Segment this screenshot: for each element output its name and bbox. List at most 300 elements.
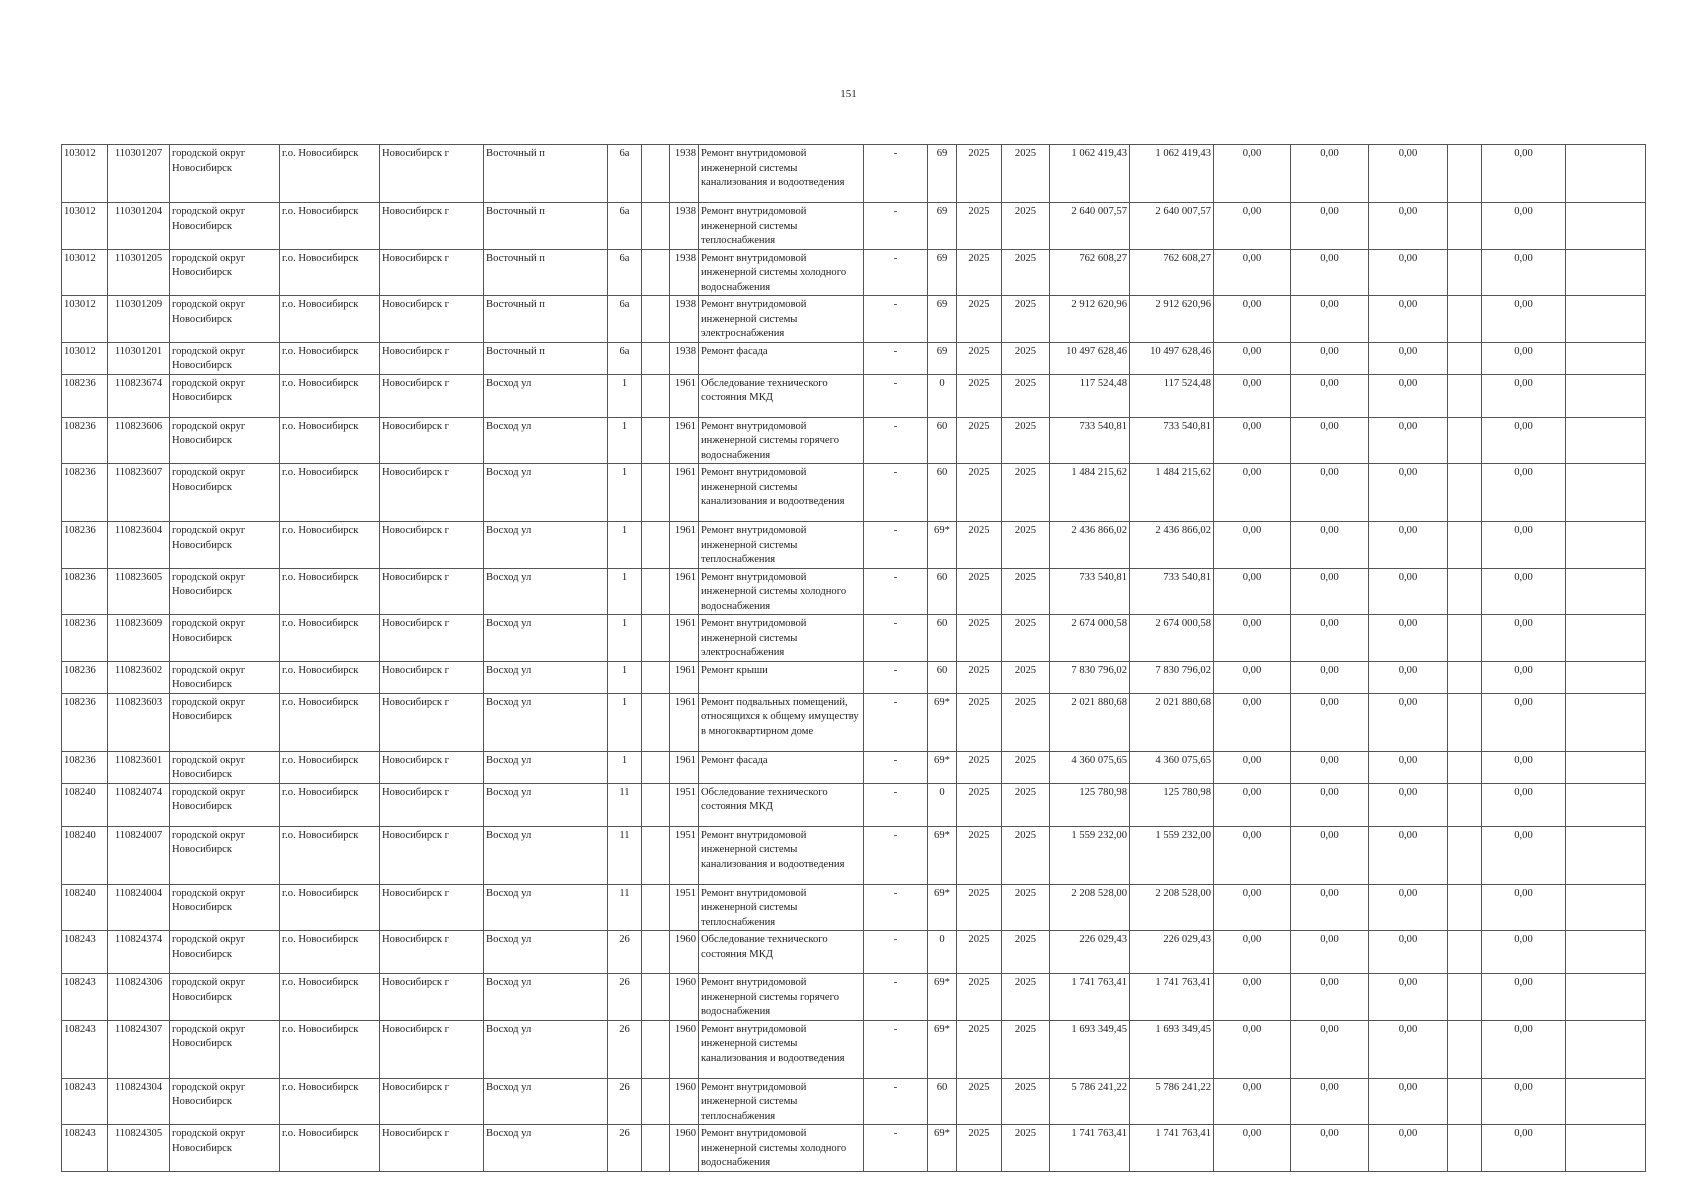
- cell-settlement: Новосибирск г: [380, 145, 484, 203]
- cell-rate: 0: [928, 783, 957, 826]
- table-row: [62, 296, 1646, 343]
- cell-house: 6а: [608, 296, 642, 343]
- cell-street: Восход ул: [484, 661, 608, 693]
- cell-cost-budget-1: 0,00: [1214, 249, 1291, 296]
- works-table: [61, 144, 1646, 1172]
- cell-district: г.о. Новосибирск: [280, 1020, 380, 1078]
- cell-municipality: городской округ Новосибирск: [170, 522, 280, 569]
- cell-year: 1951: [670, 826, 699, 884]
- cell-cost-owners: 0,00: [1482, 615, 1566, 662]
- cell-id: 108243: [62, 1125, 108, 1172]
- cell-municipality: городской округ Новосибирск: [170, 1078, 280, 1125]
- cell-id: 108236: [62, 568, 108, 615]
- cell-cost-total: 762 608,27: [1050, 249, 1130, 296]
- cell-house: 1: [608, 615, 642, 662]
- cell-id: 108243: [62, 974, 108, 1021]
- cell-rate: 60: [928, 615, 957, 662]
- cell-housing: [642, 884, 670, 931]
- cell-municipality: городской округ Новосибирск: [170, 693, 280, 751]
- cell-work-type: Обследование технического состояния МКД: [699, 374, 864, 417]
- cell-cost-budget-3: 0,00: [1369, 661, 1448, 693]
- table-row: [62, 145, 1646, 203]
- cell-district: г.о. Новосибирск: [280, 296, 380, 343]
- cell-street: Восход ул: [484, 783, 608, 826]
- cell-cost-budget-3: 0,00: [1369, 1078, 1448, 1125]
- cell-empty-a: [1448, 417, 1482, 464]
- cell-cost-fund: 2 674 000,58: [1130, 615, 1214, 662]
- cell-code: 110823601: [108, 751, 170, 783]
- cell-cost-owners: 0,00: [1482, 661, 1566, 693]
- cell-cost-total: 10 497 628,46: [1050, 342, 1130, 374]
- cell-cost-budget-1: 0,00: [1214, 783, 1291, 826]
- cell-id: 103012: [62, 203, 108, 250]
- cell-year-start: 2025: [957, 296, 1002, 343]
- cell-year-end: 2025: [1002, 826, 1050, 884]
- table-row: [62, 203, 1646, 250]
- cell-cost-budget-3: 0,00: [1369, 783, 1448, 826]
- cell-cost-budget-1: 0,00: [1214, 342, 1291, 374]
- cell-housing: [642, 203, 670, 250]
- cell-empty-a: [1448, 568, 1482, 615]
- cell-year-end: 2025: [1002, 693, 1050, 751]
- cell-cost-budget-3: 0,00: [1369, 249, 1448, 296]
- cell-cost-budget-1: 0,00: [1214, 568, 1291, 615]
- cell-code: 110824306: [108, 974, 170, 1021]
- cell-cost-total: 1 693 349,45: [1050, 1020, 1130, 1078]
- cell-cost-owners: 0,00: [1482, 417, 1566, 464]
- cell-empty-b: [1566, 884, 1646, 931]
- cell-cost-total: 1 062 419,43: [1050, 145, 1130, 203]
- cell-work-type: Ремонт внутридомовой инженерной системы холодного водоснабжения: [699, 1125, 864, 1172]
- table-row: [62, 1078, 1646, 1125]
- cell-street: Восход ул: [484, 751, 608, 783]
- table-row: [62, 826, 1646, 884]
- cell-street: Восход ул: [484, 568, 608, 615]
- cell-flag: -: [864, 974, 928, 1021]
- cell-code: 110823604: [108, 522, 170, 569]
- cell-cost-budget-2: 0,00: [1291, 568, 1369, 615]
- cell-empty-a: [1448, 145, 1482, 203]
- cell-cost-owners: 0,00: [1482, 1078, 1566, 1125]
- cell-year-end: 2025: [1002, 615, 1050, 662]
- cell-municipality: городской округ Новосибирск: [170, 884, 280, 931]
- cell-district: г.о. Новосибирск: [280, 522, 380, 569]
- cell-municipality: городской округ Новосибирск: [170, 751, 280, 783]
- cell-year-start: 2025: [957, 1125, 1002, 1172]
- cell-cost-total: 4 360 075,65: [1050, 751, 1130, 783]
- cell-cost-budget-1: 0,00: [1214, 417, 1291, 464]
- cell-district: г.о. Новосибирск: [280, 615, 380, 662]
- cell-year-end: 2025: [1002, 464, 1050, 522]
- cell-street: Восход ул: [484, 693, 608, 751]
- cell-id: 108236: [62, 417, 108, 464]
- cell-cost-fund: 2 021 880,68: [1130, 693, 1214, 751]
- cell-municipality: городской округ Новосибирск: [170, 249, 280, 296]
- cell-house: 11: [608, 884, 642, 931]
- cell-cost-budget-1: 0,00: [1214, 374, 1291, 417]
- cell-house: 1: [608, 522, 642, 569]
- cell-cost-budget-1: 0,00: [1214, 145, 1291, 203]
- cell-municipality: городской округ Новосибирск: [170, 417, 280, 464]
- table-row: [62, 374, 1646, 417]
- cell-municipality: городской округ Новосибирск: [170, 568, 280, 615]
- cell-cost-budget-1: 0,00: [1214, 1078, 1291, 1125]
- table-row: [62, 1020, 1646, 1078]
- cell-year-start: 2025: [957, 783, 1002, 826]
- cell-street: Восточный п: [484, 296, 608, 343]
- cell-flag: -: [864, 464, 928, 522]
- cell-empty-b: [1566, 974, 1646, 1021]
- cell-empty-b: [1566, 751, 1646, 783]
- cell-house: 26: [608, 974, 642, 1021]
- cell-settlement: Новосибирск г: [380, 931, 484, 974]
- cell-cost-fund: 733 540,81: [1130, 417, 1214, 464]
- cell-cost-budget-1: 0,00: [1214, 974, 1291, 1021]
- cell-cost-owners: 0,00: [1482, 145, 1566, 203]
- cell-cost-owners: 0,00: [1482, 826, 1566, 884]
- cell-district: г.о. Новосибирск: [280, 417, 380, 464]
- cell-year: 1961: [670, 568, 699, 615]
- cell-cost-owners: 0,00: [1482, 522, 1566, 569]
- cell-settlement: Новосибирск г: [380, 417, 484, 464]
- cell-work-type: Ремонт фасада: [699, 751, 864, 783]
- cell-work-type: Ремонт внутридомовой инженерной системы холодного водоснабжения: [699, 568, 864, 615]
- cell-district: г.о. Новосибирск: [280, 1078, 380, 1125]
- cell-municipality: городской округ Новосибирск: [170, 145, 280, 203]
- cell-settlement: Новосибирск г: [380, 1020, 484, 1078]
- cell-id: 108236: [62, 615, 108, 662]
- table-row: [62, 974, 1646, 1021]
- cell-year: 1960: [670, 931, 699, 974]
- cell-flag: -: [864, 522, 928, 569]
- cell-cost-fund: 125 780,98: [1130, 783, 1214, 826]
- cell-cost-total: 1 484 215,62: [1050, 464, 1130, 522]
- cell-cost-owners: 0,00: [1482, 751, 1566, 783]
- cell-year-end: 2025: [1002, 751, 1050, 783]
- cell-settlement: Новосибирск г: [380, 249, 484, 296]
- table-row: [62, 693, 1646, 751]
- cell-empty-b: [1566, 1125, 1646, 1172]
- cell-cost-budget-3: 0,00: [1369, 145, 1448, 203]
- cell-district: г.о. Новосибирск: [280, 374, 380, 417]
- cell-year-start: 2025: [957, 464, 1002, 522]
- cell-cost-budget-3: 0,00: [1369, 296, 1448, 343]
- cell-house: 26: [608, 1020, 642, 1078]
- cell-housing: [642, 249, 670, 296]
- cell-cost-budget-3: 0,00: [1369, 568, 1448, 615]
- cell-house: 26: [608, 931, 642, 974]
- cell-house: 6а: [608, 342, 642, 374]
- cell-cost-budget-3: 0,00: [1369, 464, 1448, 522]
- cell-id: 103012: [62, 145, 108, 203]
- cell-cost-budget-3: 0,00: [1369, 615, 1448, 662]
- cell-cost-budget-2: 0,00: [1291, 884, 1369, 931]
- cell-year: 1960: [670, 1078, 699, 1125]
- cell-empty-a: [1448, 974, 1482, 1021]
- cell-empty-b: [1566, 249, 1646, 296]
- cell-cost-total: 5 786 241,22: [1050, 1078, 1130, 1125]
- cell-flag: -: [864, 374, 928, 417]
- cell-year-start: 2025: [957, 661, 1002, 693]
- cell-housing: [642, 974, 670, 1021]
- cell-cost-budget-1: 0,00: [1214, 826, 1291, 884]
- cell-cost-total: 2 208 528,00: [1050, 884, 1130, 931]
- cell-flag: -: [864, 145, 928, 203]
- cell-cost-budget-3: 0,00: [1369, 417, 1448, 464]
- cell-settlement: Новосибирск г: [380, 661, 484, 693]
- cell-flag: -: [864, 931, 928, 974]
- cell-year-start: 2025: [957, 374, 1002, 417]
- cell-cost-fund: 2 436 866,02: [1130, 522, 1214, 569]
- cell-id: 108236: [62, 693, 108, 751]
- cell-year-start: 2025: [957, 568, 1002, 615]
- cell-code: 110823674: [108, 374, 170, 417]
- cell-empty-b: [1566, 464, 1646, 522]
- cell-year-start: 2025: [957, 615, 1002, 662]
- cell-work-type: Ремонт внутридомовой инженерной системы теплоснабжения: [699, 203, 864, 250]
- cell-id: 108243: [62, 1020, 108, 1078]
- cell-cost-owners: 0,00: [1482, 249, 1566, 296]
- cell-cost-owners: 0,00: [1482, 693, 1566, 751]
- cell-cost-budget-1: 0,00: [1214, 464, 1291, 522]
- cell-cost-fund: 1 559 232,00: [1130, 826, 1214, 884]
- cell-municipality: городской округ Новосибирск: [170, 661, 280, 693]
- table-row: [62, 249, 1646, 296]
- cell-district: г.о. Новосибирск: [280, 974, 380, 1021]
- cell-settlement: Новосибирск г: [380, 783, 484, 826]
- cell-flag: -: [864, 342, 928, 374]
- cell-cost-budget-1: 0,00: [1214, 661, 1291, 693]
- cell-cost-budget-1: 0,00: [1214, 693, 1291, 751]
- cell-cost-owners: 0,00: [1482, 203, 1566, 250]
- cell-id: 108240: [62, 884, 108, 931]
- cell-year: 1960: [670, 1125, 699, 1172]
- cell-street: Восточный п: [484, 203, 608, 250]
- cell-cost-budget-1: 0,00: [1214, 751, 1291, 783]
- cell-year: 1961: [670, 693, 699, 751]
- cell-house: 1: [608, 417, 642, 464]
- cell-empty-b: [1566, 693, 1646, 751]
- cell-empty-a: [1448, 203, 1482, 250]
- cell-empty-a: [1448, 1078, 1482, 1125]
- cell-rate: 60: [928, 661, 957, 693]
- cell-id: 103012: [62, 249, 108, 296]
- cell-cost-fund: 2 208 528,00: [1130, 884, 1214, 931]
- cell-work-type: Ремонт внутридомовой инженерной системы горячего водоснабжения: [699, 974, 864, 1021]
- cell-settlement: Новосибирск г: [380, 974, 484, 1021]
- cell-id: 108236: [62, 522, 108, 569]
- cell-street: Восход ул: [484, 974, 608, 1021]
- cell-code: 110301204: [108, 203, 170, 250]
- cell-year: 1938: [670, 296, 699, 343]
- cell-work-type: Ремонт фасада: [699, 342, 864, 374]
- cell-cost-owners: 0,00: [1482, 974, 1566, 1021]
- cell-cost-total: 733 540,81: [1050, 417, 1130, 464]
- cell-cost-fund: 4 360 075,65: [1130, 751, 1214, 783]
- cell-district: г.о. Новосибирск: [280, 568, 380, 615]
- cell-year-end: 2025: [1002, 931, 1050, 974]
- cell-settlement: Новосибирск г: [380, 1078, 484, 1125]
- cell-year-start: 2025: [957, 974, 1002, 1021]
- cell-year: 1938: [670, 203, 699, 250]
- cell-cost-fund: 2 912 620,96: [1130, 296, 1214, 343]
- cell-empty-b: [1566, 296, 1646, 343]
- cell-year: 1961: [670, 374, 699, 417]
- cell-district: г.о. Новосибирск: [280, 693, 380, 751]
- cell-cost-budget-2: 0,00: [1291, 615, 1369, 662]
- cell-cost-budget-2: 0,00: [1291, 751, 1369, 783]
- cell-year-end: 2025: [1002, 1020, 1050, 1078]
- cell-municipality: городской округ Новосибирск: [170, 464, 280, 522]
- cell-year-start: 2025: [957, 1078, 1002, 1125]
- cell-cost-budget-1: 0,00: [1214, 931, 1291, 974]
- cell-cost-fund: 762 608,27: [1130, 249, 1214, 296]
- cell-year: 1961: [670, 751, 699, 783]
- cell-settlement: Новосибирск г: [380, 751, 484, 783]
- cell-code: 110823607: [108, 464, 170, 522]
- cell-cost-budget-2: 0,00: [1291, 931, 1369, 974]
- cell-cost-budget-3: 0,00: [1369, 1020, 1448, 1078]
- cell-flag: -: [864, 203, 928, 250]
- table-row: [62, 464, 1646, 522]
- cell-cost-budget-2: 0,00: [1291, 464, 1369, 522]
- cell-cost-total: 1 559 232,00: [1050, 826, 1130, 884]
- cell-year-end: 2025: [1002, 342, 1050, 374]
- table-row: [62, 342, 1646, 374]
- cell-cost-total: 733 540,81: [1050, 568, 1130, 615]
- cell-cost-owners: 0,00: [1482, 342, 1566, 374]
- cell-cost-budget-2: 0,00: [1291, 145, 1369, 203]
- cell-work-type: Ремонт внутридомовой инженерной системы теплоснабжения: [699, 1078, 864, 1125]
- cell-year-start: 2025: [957, 145, 1002, 203]
- cell-housing: [642, 342, 670, 374]
- cell-rate: 60: [928, 568, 957, 615]
- table-row: [62, 568, 1646, 615]
- cell-year-start: 2025: [957, 417, 1002, 464]
- cell-year-start: 2025: [957, 1020, 1002, 1078]
- cell-code: 110823605: [108, 568, 170, 615]
- cell-empty-a: [1448, 615, 1482, 662]
- table-row: [62, 931, 1646, 974]
- cell-cost-budget-3: 0,00: [1369, 884, 1448, 931]
- cell-cost-total: 2 640 007,57: [1050, 203, 1130, 250]
- cell-district: г.о. Новосибирск: [280, 249, 380, 296]
- cell-id: 108240: [62, 783, 108, 826]
- cell-empty-b: [1566, 203, 1646, 250]
- cell-empty-a: [1448, 884, 1482, 931]
- cell-work-type: Ремонт внутридомовой инженерной системы теплоснабжения: [699, 522, 864, 569]
- cell-code: 110824304: [108, 1078, 170, 1125]
- cell-municipality: городской округ Новосибирск: [170, 203, 280, 250]
- cell-cost-fund: 10 497 628,46: [1130, 342, 1214, 374]
- cell-street: Восход ул: [484, 417, 608, 464]
- cell-house: 26: [608, 1078, 642, 1125]
- cell-flag: -: [864, 1125, 928, 1172]
- cell-empty-a: [1448, 464, 1482, 522]
- cell-year-start: 2025: [957, 522, 1002, 569]
- cell-cost-budget-1: 0,00: [1214, 203, 1291, 250]
- cell-cost-owners: 0,00: [1482, 1020, 1566, 1078]
- cell-district: г.о. Новосибирск: [280, 931, 380, 974]
- cell-cost-total: 2 021 880,68: [1050, 693, 1130, 751]
- cell-empty-b: [1566, 342, 1646, 374]
- cell-cost-total: 117 524,48: [1050, 374, 1130, 417]
- cell-house: 11: [608, 783, 642, 826]
- cell-municipality: городской округ Новосибирск: [170, 783, 280, 826]
- cell-year: 1938: [670, 249, 699, 296]
- table-row: [62, 1125, 1646, 1172]
- cell-rate: 60: [928, 417, 957, 464]
- cell-code: 110823602: [108, 661, 170, 693]
- cell-housing: [642, 751, 670, 783]
- cell-cost-fund: 1 741 763,41: [1130, 974, 1214, 1021]
- cell-empty-a: [1448, 661, 1482, 693]
- cell-municipality: городской округ Новосибирск: [170, 374, 280, 417]
- table-row: [62, 884, 1646, 931]
- cell-housing: [642, 374, 670, 417]
- cell-cost-total: 2 436 866,02: [1050, 522, 1130, 569]
- cell-cost-budget-2: 0,00: [1291, 693, 1369, 751]
- cell-cost-budget-3: 0,00: [1369, 522, 1448, 569]
- cell-flag: -: [864, 693, 928, 751]
- cell-year-end: 2025: [1002, 522, 1050, 569]
- cell-flag: -: [864, 661, 928, 693]
- cell-street: Восход ул: [484, 1020, 608, 1078]
- cell-cost-fund: 1 693 349,45: [1130, 1020, 1214, 1078]
- cell-empty-a: [1448, 826, 1482, 884]
- cell-rate: 69: [928, 145, 957, 203]
- cell-cost-fund: 117 524,48: [1130, 374, 1214, 417]
- cell-cost-owners: 0,00: [1482, 884, 1566, 931]
- cell-flag: -: [864, 249, 928, 296]
- cell-id: 108236: [62, 751, 108, 783]
- cell-code: 110301201: [108, 342, 170, 374]
- cell-flag: -: [864, 1078, 928, 1125]
- cell-year: 1960: [670, 1020, 699, 1078]
- cell-settlement: Новосибирск г: [380, 568, 484, 615]
- cell-cost-budget-3: 0,00: [1369, 693, 1448, 751]
- cell-empty-b: [1566, 145, 1646, 203]
- cell-year: 1961: [670, 522, 699, 569]
- cell-empty-a: [1448, 249, 1482, 296]
- cell-work-type: Ремонт внутридомовой инженерной системы канализования и водоотведения: [699, 826, 864, 884]
- cell-settlement: Новосибирск г: [380, 522, 484, 569]
- cell-rate: 60: [928, 1078, 957, 1125]
- cell-housing: [642, 568, 670, 615]
- cell-flag: -: [864, 783, 928, 826]
- cell-code: 110823609: [108, 615, 170, 662]
- cell-rate: 0: [928, 931, 957, 974]
- cell-work-type: Ремонт внутридомовой инженерной системы электроснабжения: [699, 615, 864, 662]
- cell-id: 108240: [62, 826, 108, 884]
- cell-cost-budget-3: 0,00: [1369, 826, 1448, 884]
- cell-housing: [642, 1078, 670, 1125]
- cell-year-start: 2025: [957, 931, 1002, 974]
- cell-rate: 69*: [928, 693, 957, 751]
- cell-district: г.о. Новосибирск: [280, 751, 380, 783]
- cell-year: 1960: [670, 974, 699, 1021]
- cell-year: 1951: [670, 884, 699, 931]
- cell-cost-budget-2: 0,00: [1291, 342, 1369, 374]
- cell-work-type: Ремонт внутридомовой инженерной системы канализования и водоотведения: [699, 1020, 864, 1078]
- cell-cost-total: 1 741 763,41: [1050, 1125, 1130, 1172]
- cell-empty-b: [1566, 826, 1646, 884]
- cell-year: 1961: [670, 615, 699, 662]
- cell-empty-b: [1566, 1078, 1646, 1125]
- cell-cost-budget-1: 0,00: [1214, 1020, 1291, 1078]
- cell-cost-fund: 1 484 215,62: [1130, 464, 1214, 522]
- cell-cost-budget-1: 0,00: [1214, 615, 1291, 662]
